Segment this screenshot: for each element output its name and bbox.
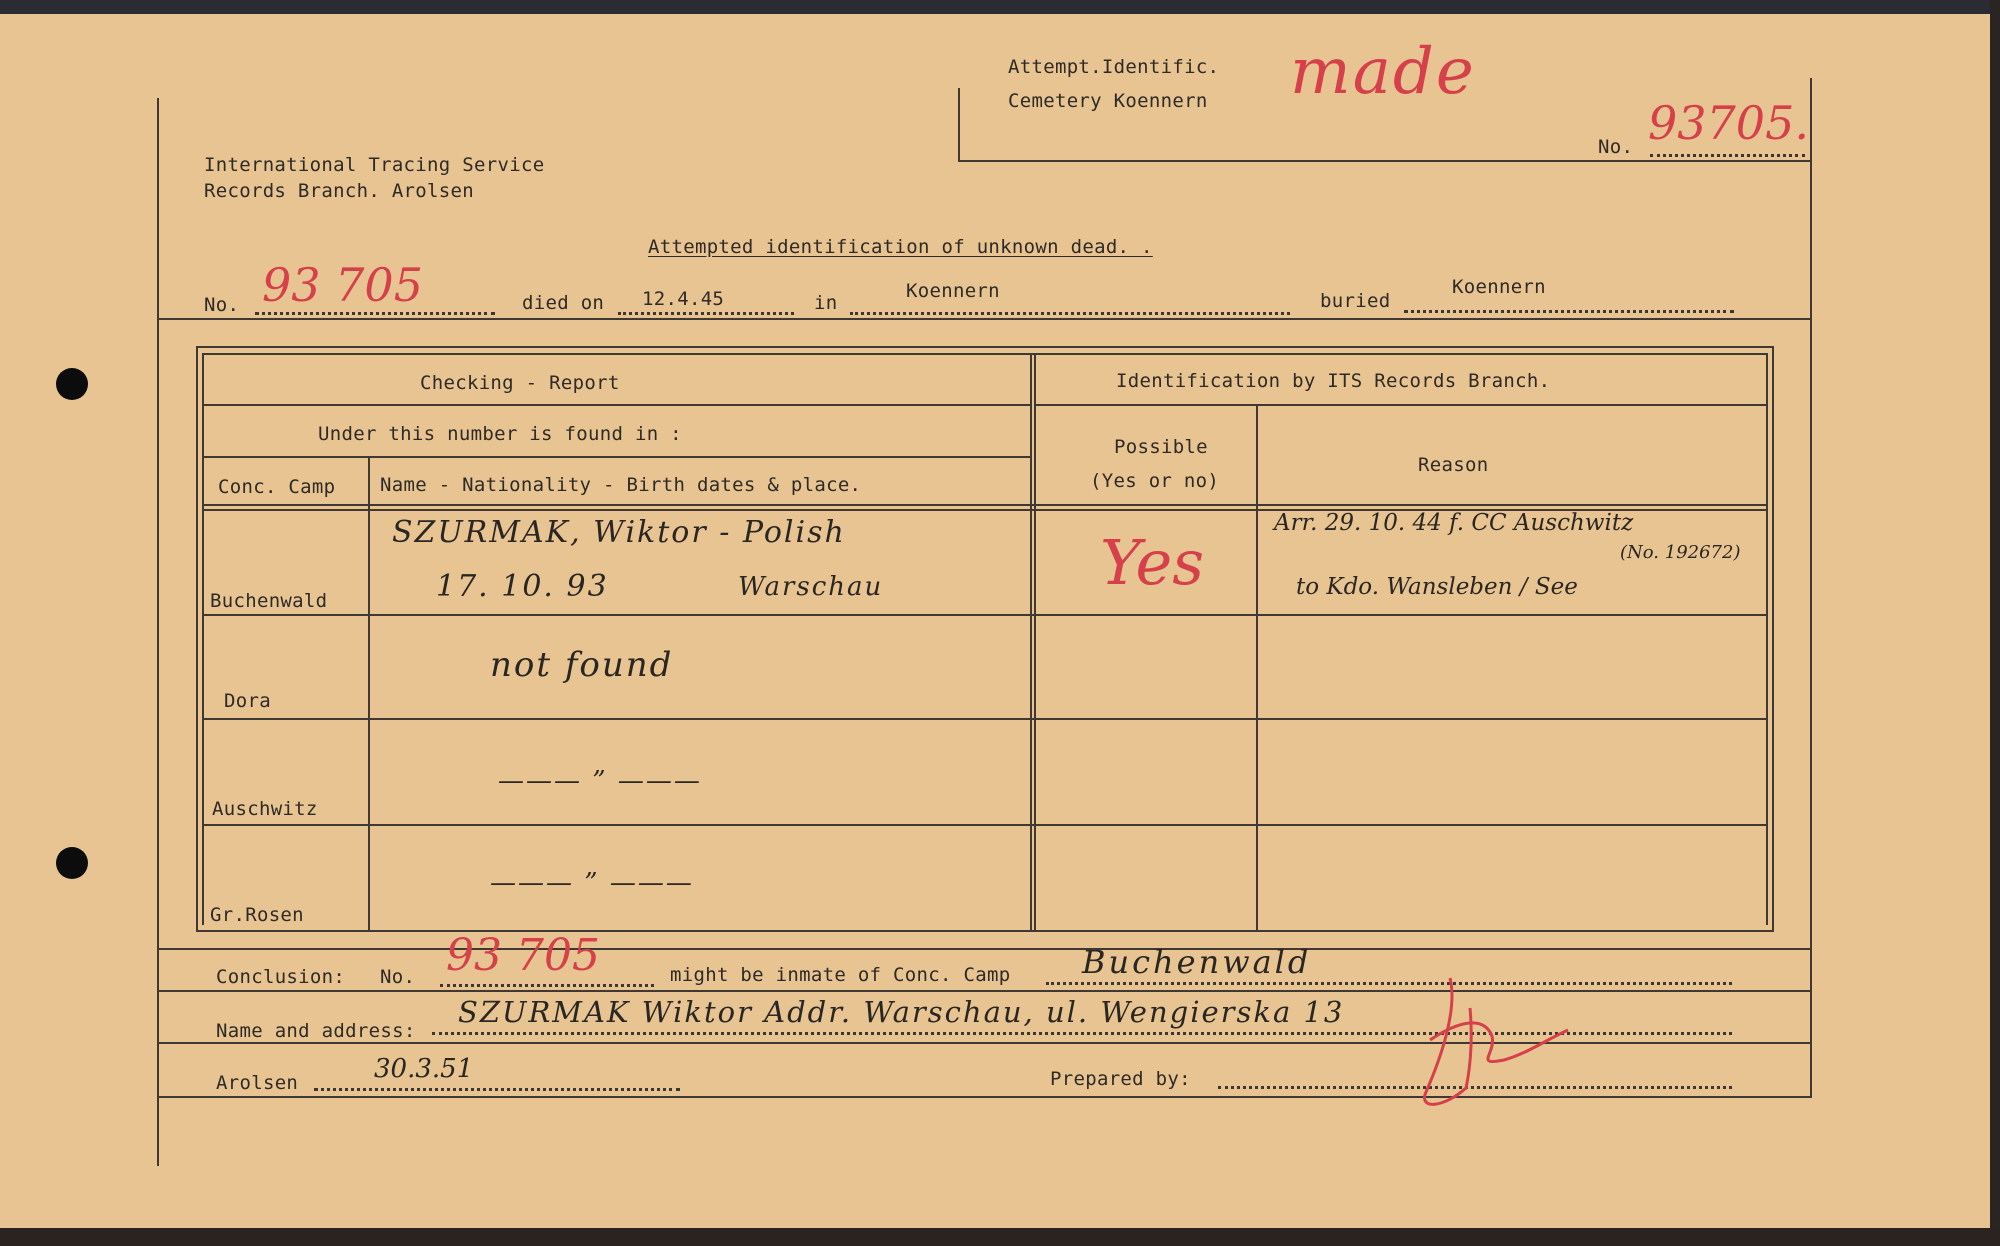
reason-header: Reason [1418, 454, 1489, 476]
reason-divider [1256, 404, 1258, 930]
died-dots [618, 312, 794, 315]
buchenwald-reason-arrival: Arr. 29. 10. 44 f. CC Auschwitz [1274, 510, 1634, 536]
buchenwald-entry-place: Warschau [738, 572, 884, 602]
conc-camp-header: Conc. Camp [218, 476, 336, 498]
name-address-value: SZURMAK Wiktor Addr. Warschau, ul. Wengierska 13 [458, 995, 1345, 1029]
conclusion-camp-dots [1046, 982, 1732, 985]
death-no-value: 93 705 [262, 258, 423, 312]
under-number-header: Under this number is found in : [318, 423, 682, 445]
buchenwald-entry-name: SZURMAK, Wiktor - Polish [392, 515, 846, 550]
arolsen-label: Arolsen [216, 1072, 299, 1094]
in-dots [850, 312, 1290, 315]
conclusion-label: Conclusion: [216, 966, 346, 988]
row-rule-3 [202, 824, 1768, 826]
camp-gr-rosen: Gr.Rosen [210, 904, 304, 926]
camp-dora: Dora [224, 690, 271, 712]
table-left-border [196, 346, 198, 930]
conclusion-no-label: No. [380, 966, 416, 988]
conclusion-no-value: 93 705 [446, 930, 600, 981]
death-line-underline [157, 318, 1810, 320]
prepared-by-label: Prepared by: [1050, 1068, 1191, 1090]
buried-label: buried [1320, 290, 1391, 312]
in-value: Koennern [906, 280, 1000, 302]
table-center-divider-2 [1034, 353, 1036, 930]
conclusion-camp-value: Buchenwald [1082, 943, 1312, 981]
card-right-edge [1990, 0, 2000, 1246]
died-value: 12.4.45 [642, 288, 725, 310]
checking-report-rule [202, 404, 1032, 406]
table-center-divider [1030, 353, 1032, 930]
table-right-border [1772, 346, 1774, 930]
header-no-dots [1650, 154, 1805, 157]
camp-auschwitz: Auschwitz [212, 798, 318, 820]
camp-buchenwald: Buchenwald [210, 590, 328, 612]
buchenwald-reason-transfer: to Kdo. Wansleben / See [1296, 574, 1578, 600]
header-box-left [958, 88, 960, 160]
card-right-border [1810, 78, 1812, 1098]
punch-hole-bottom [56, 847, 88, 879]
death-no-dots [255, 312, 495, 315]
header-no-value: 93705. [1648, 96, 1809, 150]
arolsen-dots [314, 1088, 680, 1091]
table-top-border [196, 346, 1774, 348]
gr-rosen-entry: ——— ” ——— [490, 868, 694, 898]
arolsen-date: 30.3.51 [374, 1054, 474, 1084]
died-label: died on [522, 292, 605, 314]
issuer-line-2: Records Branch. Arolsen [204, 180, 474, 202]
made-stamp: made [1290, 35, 1476, 109]
buchenwald-possible-yes: Yes [1100, 526, 1205, 599]
identification-header: Identification by ITS Records Branch. [1116, 370, 1551, 392]
table-bottom-border [196, 930, 1774, 932]
auschwitz-entry: ——— ” ——— [498, 766, 702, 796]
card-left-border [157, 98, 159, 1166]
buchenwald-entry-birthdate: 17. 10. 93 [436, 569, 609, 604]
punch-hole-top [56, 368, 88, 400]
camp-divider [368, 456, 370, 930]
dora-entry: not found [490, 645, 674, 685]
under-number-rule [202, 456, 1032, 458]
attempt-label: Attempt.Identific. [1008, 56, 1220, 78]
name-nationality-header: Name - Nationality - Birth dates & place. [380, 474, 862, 496]
row-rule-2 [202, 718, 1768, 720]
conclusion-no-dots [440, 984, 654, 987]
yes-or-no-header: (Yes or no) [1090, 470, 1220, 492]
identification-rule [1034, 404, 1768, 406]
death-no-label: No. [204, 294, 240, 316]
header-box-bottom [958, 160, 1810, 162]
possible-header: Possible [1114, 436, 1208, 458]
header-no-label: No. [1598, 136, 1634, 158]
red-initials-mark [1400, 970, 1580, 1130]
buchenwald-reason-number: (No. 192672) [1620, 542, 1741, 563]
conclusion-top-rule [157, 948, 1810, 950]
checking-report-header: Checking - Report [420, 372, 620, 394]
buried-value: Koennern [1452, 276, 1546, 298]
column-header-rule [202, 504, 1768, 506]
conclusion-might-text: might be inmate of Conc. Camp [670, 964, 1011, 986]
row-rule-1 [202, 614, 1768, 616]
in-label: in [814, 292, 838, 314]
form-title: Attempted identification of unknown dead. . [648, 236, 1153, 258]
cemetery-label: Cemetery Koennern [1008, 90, 1208, 112]
buried-dots [1404, 310, 1734, 313]
table-right-border-inner [1766, 353, 1768, 925]
table-left-border-inner [202, 353, 204, 925]
name-address-label: Name and address: [216, 1020, 416, 1042]
issuer-line-1: International Tracing Service [204, 154, 545, 176]
table-top-border-inner [202, 353, 1768, 355]
